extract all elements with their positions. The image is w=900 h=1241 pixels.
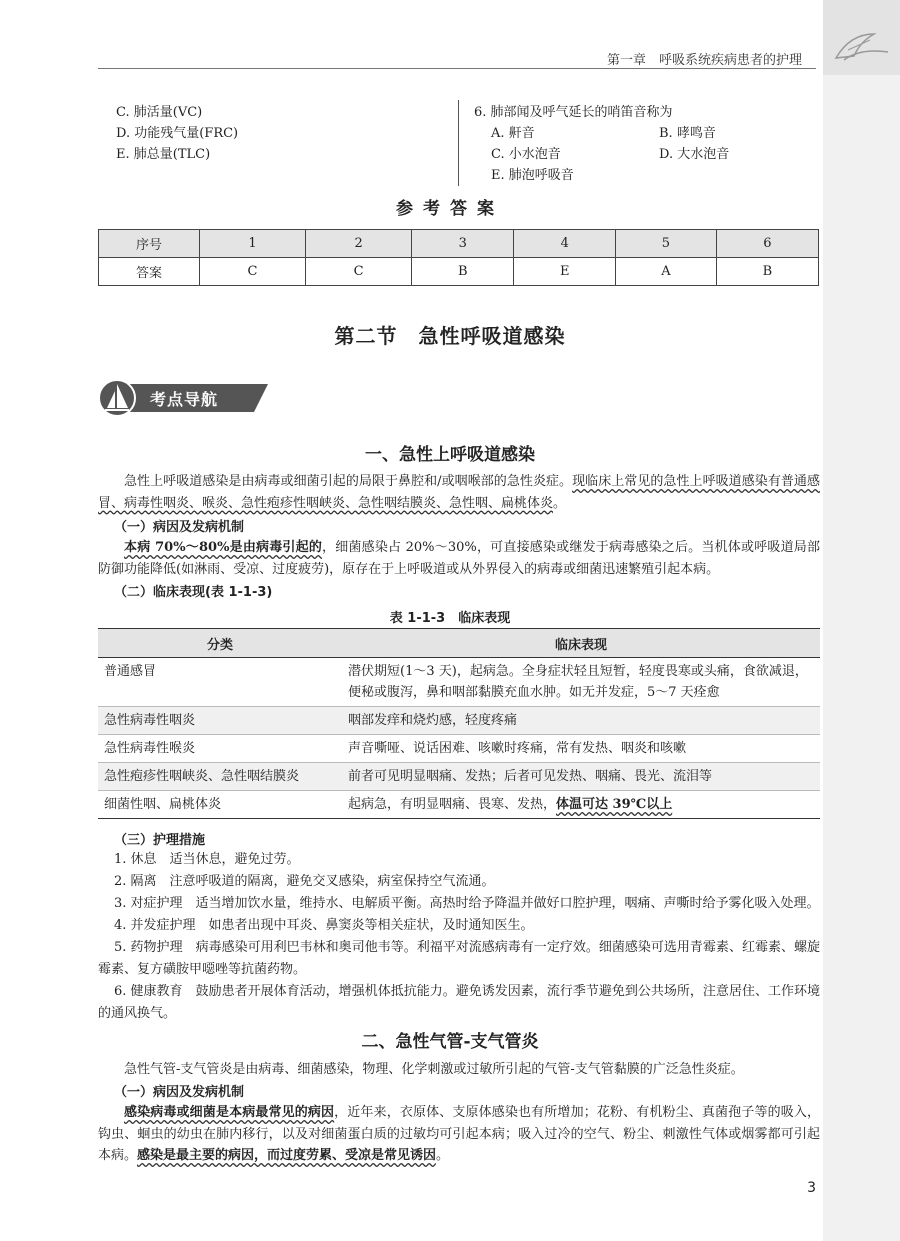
clinical-type: 急性病毒性咽炎 <box>98 707 342 735</box>
part1-sub-cause: （一）病因及发病机制 <box>114 520 245 535</box>
table-row <box>98 763 820 791</box>
table-row <box>98 658 820 707</box>
clinical-type: 急性疱疹性咽峡炎、急性咽结膜炎 <box>98 763 342 791</box>
part2-cause-text: ，近年来，衣原体、支原体感染也有所增加；花粉、有机粉尘、真菌孢子等的吸入，钩虫、蛔虫的幼虫在肺内移行，以及对细菌蛋白质的过敏均可引起本病；吸入过冷的空气、粉尘、刺激性气体或烟雾都可引起本病。 <box>98 1105 820 1163</box>
part1-intro-highlight: 现临床上常见的急性上呼吸道感染有普通感冒、病毒性咽炎、喉炎、急性疱疹性咽峡炎、急性咽结膜炎、急性咽、扁桃体炎 <box>98 474 820 511</box>
part2-cause-end: 。 <box>436 1148 450 1163</box>
part2-sub-cause: （一）病因及发病机制 <box>114 1085 245 1100</box>
answer-number: 1 <box>200 230 306 258</box>
part1-intro <box>98 471 820 514</box>
exam-guide-banner <box>98 379 268 417</box>
care-item: 5. 药物护理 病毒感染可用利巴韦林和奥司他韦等。利福平对流感病毒有一定疗效。细菌感染可选用青霉素、红霉素、螺旋霉素、复方磺胺甲噁唑等抗菌药物。 <box>98 940 820 977</box>
clinical-desc: 潜伏期短(1～3 天)，起病急。全身症状轻且短暂，轻度畏寒或头痛，食欲减退，便秘或腹泻，鼻和咽部黏膜充血水肿。如无并发症，5～7 天痊愈 <box>342 658 820 707</box>
question-6-stem: 6. 肺部闻及呼气延长的哨笛音称为 <box>474 105 673 120</box>
table-row <box>98 735 820 763</box>
care-item: 2. 隔离 注意呼吸道的隔离，避免交叉感染，病室保持空气流通。 <box>114 874 495 889</box>
table-caption: 表 1-1-3 临床表现 <box>389 611 511 626</box>
banner-label: 考点导航 <box>150 390 219 409</box>
part2-intro: 急性气管-支气管炎是由病毒、细菌感染，物理、化学刺激或过敏所引起的气管-支气管黏膜的广泛急性炎症。 <box>124 1062 744 1077</box>
option-c-left: C. 肺活量(VC) <box>116 105 203 120</box>
answer-value: C <box>200 258 306 286</box>
answer-number: 4 <box>514 230 616 258</box>
answer-value: A <box>616 258 717 286</box>
answer-row-label: 答案 <box>99 258 200 286</box>
clinical-table-header <box>98 629 820 658</box>
part1-heading: 一、急性上呼吸道感染 <box>365 445 535 465</box>
part2-cause-highlight-1: 感染病毒或细菌是本病最常见的病因 <box>124 1105 335 1120</box>
answer-table <box>98 229 819 286</box>
part1-cause-highlight: 本病 70%～80%是由病毒引起的 <box>124 540 323 555</box>
clinical-type: 普通感冒 <box>98 658 342 707</box>
part1-cause-text: ，细菌感染占 20%～30%，可直接感染或继发于病毒感染之后。当机体或呼吸道局部防御功能降低(如淋雨、受凉、过度疲劳)，原存在于上呼吸道或从外界侵入的病毒或细菌迅速繁殖引起本病。 <box>98 540 820 577</box>
answer-table-row-numbers <box>99 230 819 258</box>
clinical-desc-text: 起病急，有明显咽痛、畏寒、发热， <box>348 797 557 812</box>
answer-value: B <box>716 258 818 286</box>
care-item: 4. 并发症护理 如患者出现中耳炎、鼻窦炎等相关症状，及时通知医生。 <box>114 918 534 933</box>
part1-cause <box>98 537 820 580</box>
part1-sub-clinical: （二）临床表现(表 1-1-3) <box>114 585 273 600</box>
part2-cause-highlight-2: 感染是最主要的病因，而过度劳累、受凉是常见诱因 <box>137 1148 437 1163</box>
answer-table-row-values <box>99 258 819 286</box>
part1-intro-end: 。 <box>553 495 567 511</box>
clinical-col-type: 分类 <box>98 629 342 658</box>
question-6-option-a: A. 鼾音 <box>491 126 535 141</box>
table-row <box>98 791 820 819</box>
answer-row-label: 序号 <box>99 230 200 258</box>
header-rule <box>98 68 816 69</box>
column-divider <box>458 100 459 186</box>
answer-number: 6 <box>716 230 818 258</box>
answer-number: 2 <box>306 230 412 258</box>
care-item: 1. 休息 适当休息，避免过劳。 <box>114 852 300 867</box>
option-d-left: D. 功能残气量(FRC) <box>116 126 239 141</box>
question-6-option-e: E. 肺泡呼吸音 <box>491 168 574 183</box>
page-number: 3 <box>807 1180 816 1196</box>
table-row <box>98 707 820 735</box>
answer-value: E <box>514 258 616 286</box>
section-title: 第二节 急性呼吸道感染 <box>334 324 566 348</box>
clinical-type: 急性病毒性喉炎 <box>98 735 342 763</box>
clinical-desc: 咽部发痒和烧灼感，轻度疼痛 <box>342 707 820 735</box>
clinical-col-desc: 临床表现 <box>342 629 820 658</box>
care-item: 6. 健康教育 鼓励患者开展体育活动，增强机体抵抗能力。避免诱发因素，流行季节避免到公共场所，注意居住、工作环境的通风换气。 <box>98 984 820 1021</box>
part1-sub-care: （三）护理措施 <box>114 833 206 848</box>
question-6-option-d: D. 大水泡音 <box>659 147 730 162</box>
clinical-type: 细菌性咽、扁桃体炎 <box>98 791 342 819</box>
clinical-desc <box>342 791 820 819</box>
answers-title: 参考答案 <box>396 199 504 219</box>
clinical-desc-highlight: 体温可达 39℃以上 <box>556 797 673 812</box>
chapter-header: 第一章 呼吸系统疾病患者的护理 <box>606 53 802 68</box>
part2-cause <box>98 1102 820 1167</box>
part2-heading: 二、急性气管-支气管炎 <box>361 1032 539 1052</box>
answer-value: C <box>306 258 412 286</box>
publisher-logo-icon <box>830 28 894 68</box>
clinical-desc: 前者可见明显咽痛、发热；后者可见发热、咽痛、畏光、流泪等 <box>342 763 820 791</box>
part1-intro-text: 急性上呼吸道感染是由病毒或细菌引起的局限于鼻腔和/或咽喉部的急性炎症。 <box>124 474 573 489</box>
clinical-desc: 声音嘶哑、说话困难、咳嗽时疼痛，常有发热、咽炎和咳嗽 <box>342 735 820 763</box>
answer-number: 5 <box>616 230 717 258</box>
option-e-left: E. 肺总量(TLC) <box>116 147 211 162</box>
answer-number: 3 <box>412 230 514 258</box>
answer-value: B <box>412 258 514 286</box>
clinical-table <box>98 628 820 819</box>
care-item: 3. 对症护理 适当增加饮水量，维持水、电解质平衡。高热时给予降温并做好口腔护理，咽痛、声嘶时给予雾化吸入处理。 <box>114 896 820 911</box>
question-6-option-b: B. 哮鸣音 <box>659 126 716 141</box>
question-6-option-c: C. 小水泡音 <box>491 147 561 162</box>
